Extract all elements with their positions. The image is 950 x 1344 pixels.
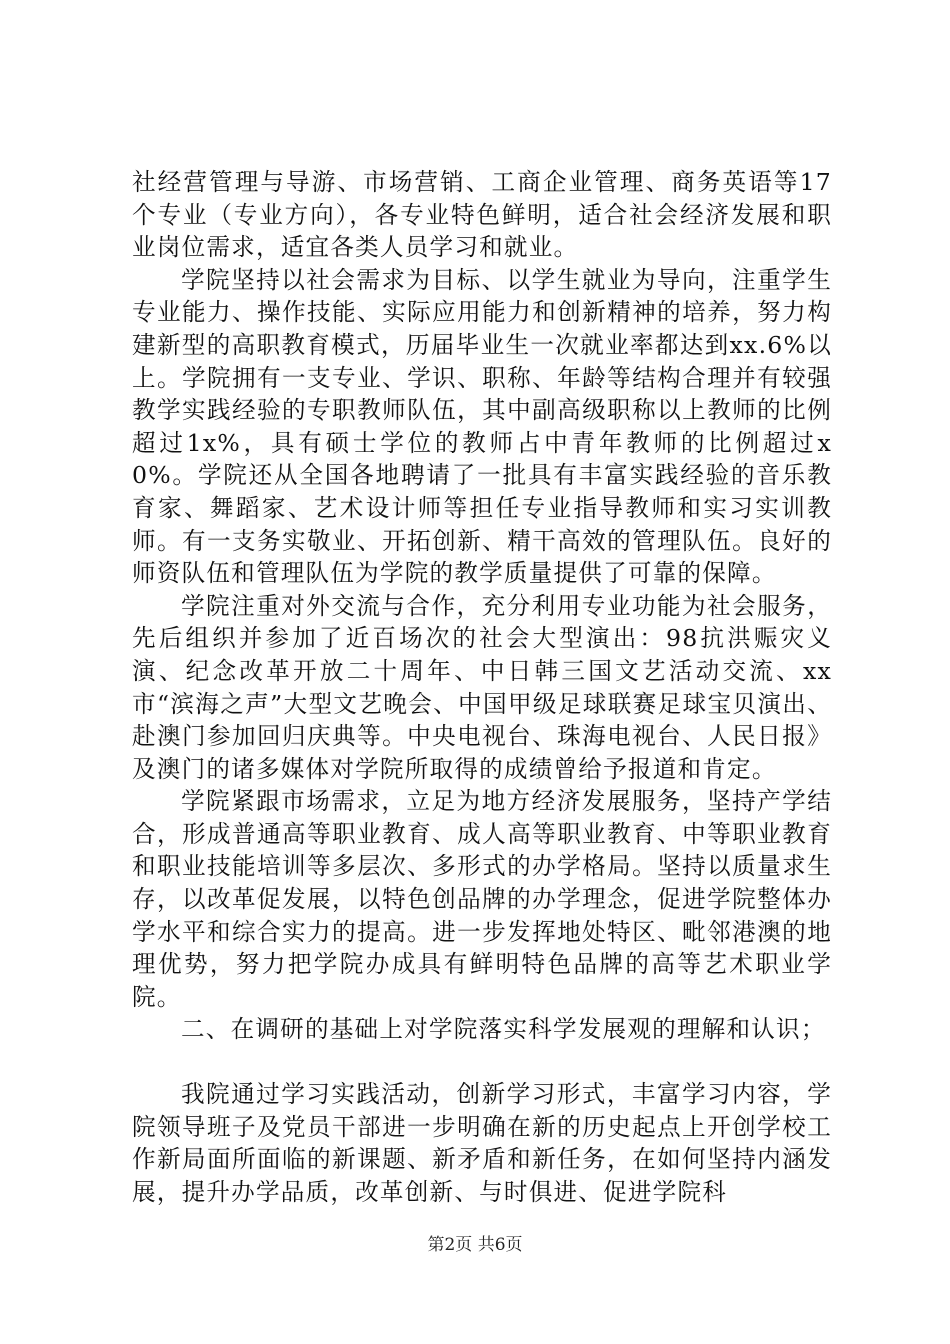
paragraph-4: 学院紧跟市场需求，立足为地方经济发展服务，坚持产学结合，形成普通高等职业教育、成人高等职业教育、中等职业教育和职业技能培训等多层次、多形式的办学格局。坚持以质量求生存，以改革促发展，以特色创品牌的办学理念，促进学院整体办学水平和综合实力的提高。进一步发挥地处特区、毗邻港澳的地理优势，努力把学院办成具有鲜明特色品牌的高等艺术职业学院。: [132, 787, 832, 1011]
paragraph-3: 学院注重对外交流与合作，充分利用专业功能为社会服务，先后组织并参加了近百场次的社会大型演出：98抗洪赈灾义演、纪念改革开放二十周年、中日韩三国文艺活动交流、xx市“滨海之声”大型文艺晚会、中国甲级足球联赛足球宝贝演出、赴澳门参加回归庆典等。中央电视台、珠海电视台、人民日报》及澳门的诸多媒体对学院所取得的成绩曾给予报道和肯定。: [132, 591, 832, 783]
page-number-footer: 第2页 共6页: [427, 1235, 523, 1255]
section-heading: 二、在调研的基础上对学院落实科学发展观的理解和认识；: [181, 1015, 826, 1044]
document-body: [132, 166, 832, 1208]
paragraph-2: 学院坚持以社会需求为目标、以学生就业为导向，注重学生专业能力、操作技能、实际应用能力和创新精神的培养，努力构建新型的高职教育模式，历届毕业生一次就业率都达到xx.6%以上。学院拥有一支专业、学识、职称、年龄等结构合理并有较强教学实践经验的专职教师队伍，其中副高级职称以上教师的比例超过1x%，具有硕士学位的教师占中青年教师的比例超过x0%。学院还从全国各地聘请了一批具有丰富实践经验的音乐教育家、舞蹈家、艺术设计师等担任专业指导教师和实习实训教师。有一支务实敬业、开拓创新、精干高效的管理队伍。良好的师资队伍和管理队伍为学院的教学质量提供了可靠的保障。: [132, 265, 832, 588]
paragraph-1: 社经营管理与导游、市场营销、工商企业管理、商务英语等17个专业（专业方向），各专业特色鲜明，适合社会经济发展和职业岗位需求，适宜各类人员学习和就业。: [132, 168, 832, 262]
paragraph-6: 我院通过学习实践活动，创新学习形式，丰富学习内容，学院领导班子及党员干部进一步明确在新的历史起点上开创学校工作新局面所面临的新课题、新矛盾和新任务，在如何坚持内涵发展，提升办学品质，改革创新、与时俱进、促进学院科: [132, 1080, 832, 1206]
